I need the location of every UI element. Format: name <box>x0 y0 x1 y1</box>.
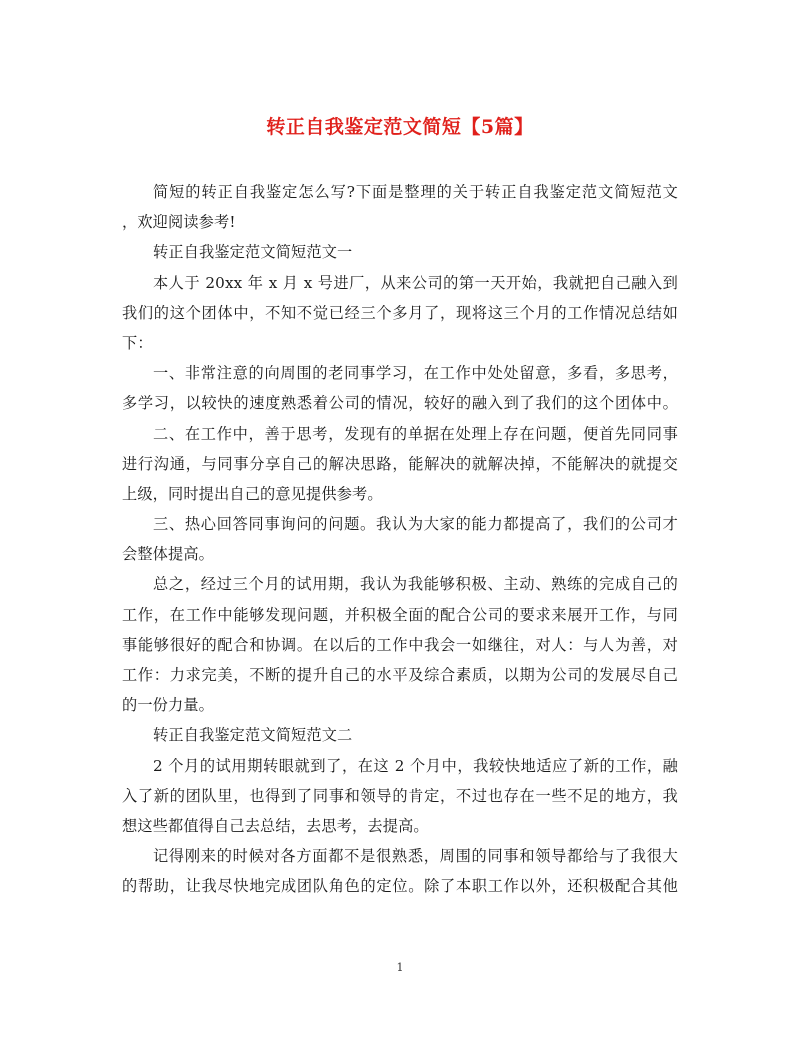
paragraph-line: 上级，同时提出自己的意见提供参考。 <box>122 484 383 503</box>
paragraph-line: 事能够很好的配合和协调。在以后的工作中我会一如继往，对人：与人为善，对 <box>122 635 678 654</box>
paragraph-line: 下： <box>122 333 153 352</box>
paragraph-line: 记得刚来的时候对各方面都不是很熟悉，周围的同事和领导都给与了我很大 <box>153 847 678 866</box>
paragraph-line: 一、非常注意的向周围的老同事学习，在工作中处处留意，多看，多思考， <box>153 364 678 383</box>
paragraph-line: 的一份力量。 <box>122 696 215 715</box>
paragraph-line: 想这些都值得自己去总结，去思考，去提高。 <box>122 816 429 835</box>
section-heading: 转正自我鉴定范文简短范文二 <box>153 726 353 745</box>
paragraph-line: 入了新的团队里，也得到了同事和领导的肯定，不过也存在一些不足的地方，我 <box>122 786 678 805</box>
paragraph-line: 我们的这个团体中，不知不觉已经三个多月了，现将这三个月的工作情况总结如 <box>122 303 678 322</box>
document-title: 转正自我鉴定范文简短【5篇】 <box>266 116 534 138</box>
paragraph-line: 三、热心回答同事询问的问题。我认为大家的能力都提高了，我们的公司才 <box>153 515 678 534</box>
paragraph-line: 本人于 20xx 年 x 月 x 号进厂，从来公司的第一天开始，我就把自己融入到 <box>153 273 678 292</box>
paragraph-line: 多学习，以较快的速度熟悉着公司的情况，较好的融入到了我们的这个团体中。 <box>122 394 678 413</box>
page-number: 1 <box>396 961 404 974</box>
paragraph-line: 的帮助，让我尽快地完成团队角色的定位。除了本职工作以外，还积极配合其他 <box>122 877 678 896</box>
paragraph-line: 简短的转正自我鉴定怎么写?下面是整理的关于转正自我鉴定范文简短范文 <box>153 183 678 201</box>
document-body <box>122 177 678 902</box>
paragraph-line: ，欢迎阅读参考! <box>122 213 236 232</box>
paragraph-line: 工作，在工作中能够发现问题，并积极全面的配合公司的要求来展开工作，与同 <box>122 605 678 624</box>
paragraph-line: 2 个月的试用期转眼就到了，在这 2 个月中，我较快地适应了新的工作，融 <box>153 756 678 775</box>
paragraph-line: 会整体提高。 <box>122 545 215 564</box>
paragraph-line: 二、在工作中，善于思考，发现有的单据在处理上存在问题，便首先同同事 <box>153 424 678 443</box>
paragraph-line: 总之，经过三个月的试用期，我认为我能够积极、主动、熟练的完成自己的 <box>153 575 678 594</box>
paragraph-line: 工作：力求完美，不断的提升自己的水平及综合素质，以期为公司的发展尽自己 <box>122 666 678 684</box>
paragraph-line: 进行沟通，与同事分享自己的解决思路，能解决的就解决掉，不能解决的就提交 <box>122 454 678 473</box>
section-heading: 转正自我鉴定范文简短范文一 <box>153 243 353 262</box>
